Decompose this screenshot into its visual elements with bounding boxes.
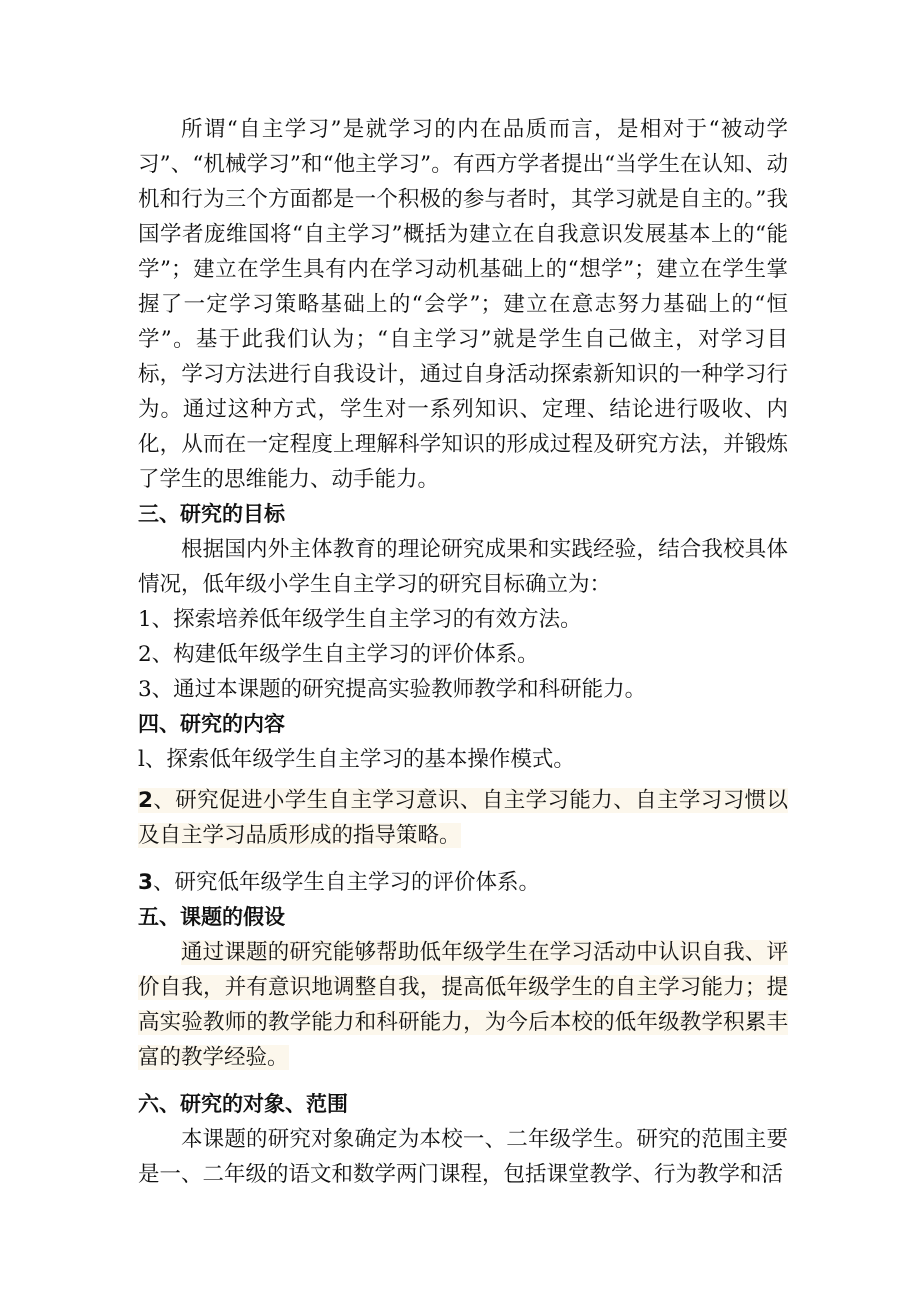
section4-item-1: l、探索低年级学生自主学习的基本操作模式。 [138,747,575,772]
section4-item-3-number: 3 [138,870,153,895]
section3-item-1: 1、探索培养低年级学生自主学习的有效方法。 [138,607,582,632]
section4-item-2-text: 、研究促进小学生自主学习意识、自主学习能力、自主学习习惯以及自主学习品质形成的指导策略。 [138,788,788,848]
section4-item-3 [138,865,788,900]
section6-heading: 六、研究的对象、范围 [138,1092,348,1116]
section3-item-3: 3、通过本课题的研究提高实验教师教学和科研能力。 [138,677,647,702]
section4-heading: 四、研究的内容 [138,712,285,736]
section4-item-3-text: 、研究低年级学生自主学习的评价体系。 [152,870,540,895]
section3-intro: 根据国内外主体教育的理论研究成果和实践经验，结合我校具体情况，低年级小学生自主学习的研究目标确立为： [138,537,788,597]
section3-item-2: 2、构建低年级学生自主学习的评价体系。 [138,642,539,667]
section4-item-2-number: 2 [138,788,153,813]
section3-heading: 三、研究的目标 [138,502,285,526]
section5-body-text: 通过课题的研究能够帮助低年级学生在学习活动中认识自我、评价自我，并有意识地调整自我，提高低年级学生的自主学习能力；提高实验教师的教学能力和科研能力，为今后本校的低年级教学积累丰富的教学经验。 [138,940,788,1070]
section5-heading: 五、课题的假设 [138,905,285,929]
section6-body: 本课题的研究对象确定为本校一、二年级学生。研究的范围主要是一、二年级的语文和数学两门课程，包括课堂教学、行为教学和活 [138,1127,788,1187]
section5-body [138,935,788,1075]
intro-paragraph: 所谓“自主学习”是就学习的内在品质而言，是相对于“被动学习”、“机械学习”和“他主学习”。有西方学者提出“当学生在认知、动机和行为三个方面都是一个积极的参与者时，其学习就是自主的。”我国学者庞维国将“自主学习”概括为建立在自我意识发展基本上的“能学”；建立在学生具有内在学习动机基础上的“想学”；建立在学生掌握了一定学习策略基础上的“会学”；建立在意志努力基础上的“恒学”。基于此我们认为；“自主学习”就是学生自己做主，对学习目标，学习方法进行自我设计，通过自身活动探索新知识的一种学习行为。通过这种方式，学生对一系列知识、定理、结论进行吸收、内化，从而在一定程度上理解科学知识的形成过程及研究方法，并锻炼了学生的思维能力、动手能力。 [138,117,788,492]
document-page [138,112,788,1192]
section4-item-2 [138,783,788,853]
